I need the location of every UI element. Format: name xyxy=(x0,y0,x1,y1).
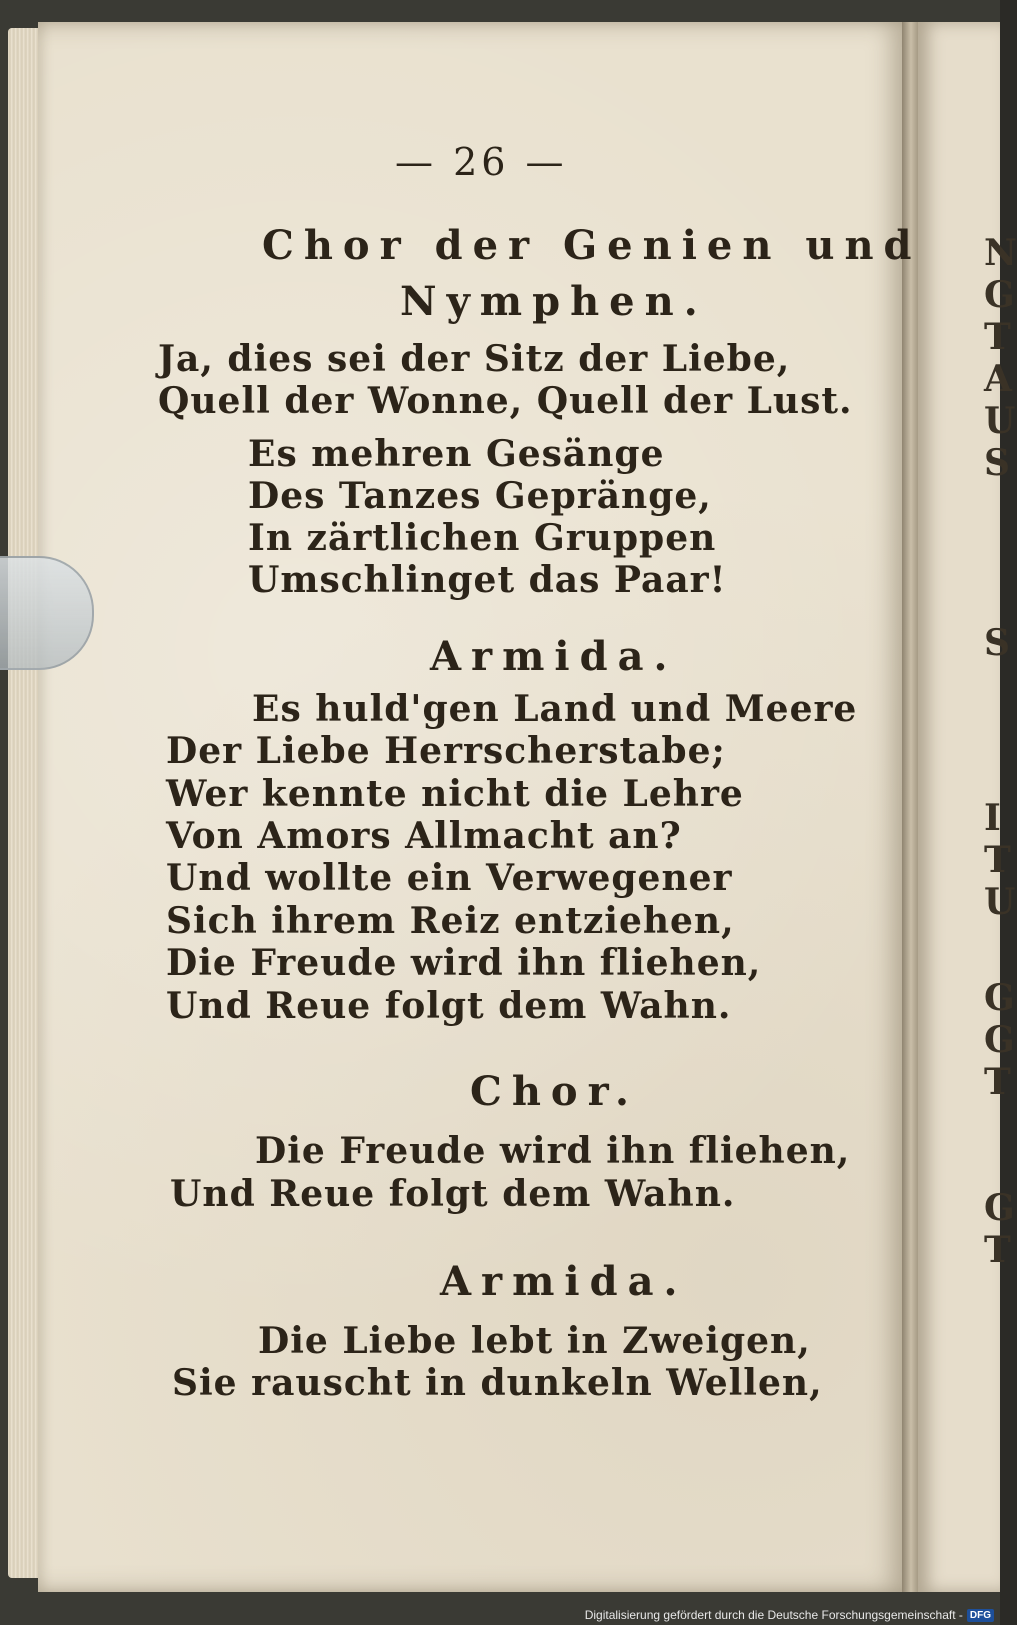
right-page-glyph: S xyxy=(984,622,1010,664)
section-heading: Chor der Genien und xyxy=(262,222,922,269)
right-page-glyph: T xyxy=(984,1229,1011,1271)
verse-line: Und wollte ein Verwegener xyxy=(166,857,733,899)
right-page-glyph: S xyxy=(984,442,1010,484)
section-heading: Chor. xyxy=(470,1068,639,1115)
right-page-glyph: N xyxy=(984,232,1017,274)
section-heading: Armida. xyxy=(440,1258,688,1305)
verse-line: Und Reue folgt dem Wahn. xyxy=(170,1173,736,1215)
dfg-logo: DFG xyxy=(967,1609,994,1622)
right-page-glyph: U xyxy=(984,881,1016,923)
right-page-glyph: A xyxy=(984,358,1012,400)
right-page-glyph: T xyxy=(984,839,1011,881)
verse-line: Des Tanzes Gepränge, xyxy=(248,475,712,517)
section-heading: Armida. xyxy=(430,633,678,680)
right-page-glyph: I xyxy=(984,797,1001,839)
verse-line: Umschlinget das Paar! xyxy=(248,559,727,601)
verse-line: Es huld'gen Land und Meere xyxy=(252,688,858,730)
verse-line: Ja, dies sei der Sitz der Liebe, xyxy=(158,338,791,380)
right-page-glyph: G xyxy=(984,1187,1015,1229)
verse-line: Von Amors Allmacht an? xyxy=(166,815,682,857)
verse-line: Wer kennte nicht die Lehre xyxy=(166,773,744,815)
right-page-glyph: G xyxy=(984,1019,1015,1061)
footer-text: Digitalisierung gefördert durch die Deutsche Forschungsgemeinschaft - xyxy=(584,1608,963,1622)
right-page-glyph: G xyxy=(984,977,1015,1019)
verse-line: Die Liebe lebt in Zweigen, xyxy=(258,1320,811,1362)
page-number: — 26 — xyxy=(395,140,568,184)
verse-line: Es mehren Gesänge xyxy=(248,433,665,475)
right-page-glyph: T xyxy=(984,1061,1011,1103)
right-page-fragment xyxy=(918,22,1017,1592)
digitization-credit xyxy=(585,1608,994,1622)
verse-line: Sie rauscht in dunkeln Wellen, xyxy=(172,1362,823,1404)
verse-line: Und Reue folgt dem Wahn. xyxy=(166,985,732,1027)
section-heading: Nymphen. xyxy=(400,278,708,325)
verse-line: Der Liebe Herrscherstabe; xyxy=(166,730,726,772)
right-page-glyph: U xyxy=(984,400,1016,442)
verse-line: Quell der Wonne, Quell der Lust. xyxy=(158,380,853,422)
verse-line: Die Freude wird ihn fliehen, xyxy=(255,1130,851,1172)
right-page-glyph: T xyxy=(984,316,1011,358)
verse-line: Die Freude wird ihn fliehen, xyxy=(166,942,762,984)
right-page-glyph: G xyxy=(984,274,1015,316)
verse-line: In zärtlichen Gruppen xyxy=(248,517,717,559)
verse-line: Sich ihrem Reiz entziehen, xyxy=(166,900,735,942)
